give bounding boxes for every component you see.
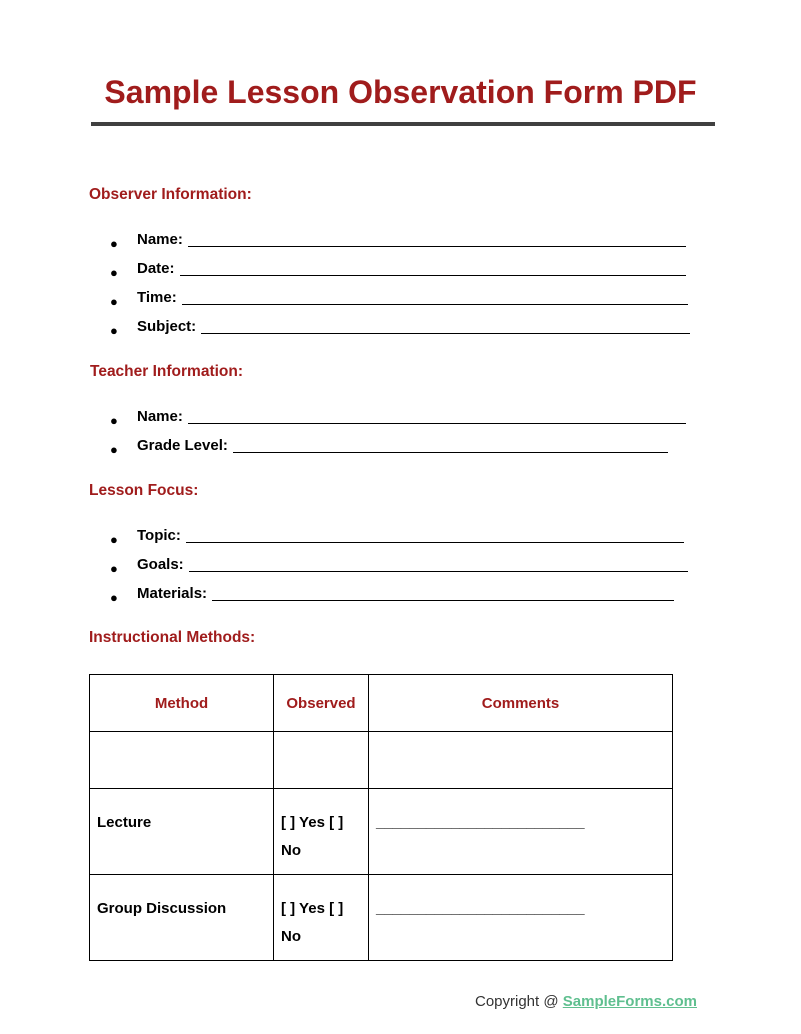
observed-cell[interactable]: [ ] Yes [ ] No	[274, 789, 369, 875]
comments-cell[interactable]: _________________________	[369, 875, 673, 961]
title-divider	[91, 122, 715, 126]
bullet-icon: ●	[110, 236, 118, 251]
teacher-name-field[interactable]	[188, 409, 686, 424]
list-item	[110, 280, 690, 309]
teacher-heading: Teacher Information:	[90, 363, 244, 380]
teacher-list	[110, 399, 686, 457]
methods-heading: Instructional Methods:	[89, 629, 256, 646]
table-header-row	[90, 675, 673, 732]
comments-cell[interactable]	[369, 732, 673, 789]
list-item	[110, 547, 688, 576]
method-cell[interactable]	[90, 732, 274, 789]
subject-field[interactable]	[201, 319, 690, 334]
column-header-observed: Observed	[274, 675, 369, 732]
time-field[interactable]	[182, 290, 688, 305]
bullet-icon: ●	[110, 413, 118, 428]
footer	[475, 993, 697, 1010]
list-item	[110, 518, 688, 547]
field-label: Name:	[137, 408, 183, 425]
table-row	[90, 875, 673, 961]
field-label: Grade Level:	[137, 437, 228, 454]
lesson-heading: Lesson Focus:	[89, 482, 199, 499]
field-label: Materials:	[137, 585, 208, 602]
column-header-method: Method	[90, 675, 274, 732]
topic-field[interactable]	[186, 528, 684, 543]
lesson-list	[110, 518, 688, 605]
sampleforms-link[interactable]: SampleForms.com	[562, 993, 697, 1010]
bullet-icon: ●	[110, 265, 118, 280]
observed-cell[interactable]: [ ] Yes [ ] No	[274, 875, 369, 961]
list-item	[110, 399, 686, 428]
bullet-icon: ●	[110, 532, 118, 547]
bullet-icon: ●	[110, 323, 118, 338]
bullet-icon: ●	[110, 561, 118, 576]
list-item	[110, 251, 690, 280]
page-title: Sample Lesson Observation Form PDF	[104, 74, 697, 110]
bullet-icon: ●	[110, 294, 118, 309]
observer-heading: Observer Information:	[89, 186, 252, 203]
list-item	[110, 576, 688, 605]
table-row	[90, 732, 673, 789]
method-cell: Lecture	[90, 789, 274, 875]
comments-cell[interactable]: _________________________	[369, 789, 673, 875]
bullet-icon: ●	[110, 442, 118, 457]
grade-level-field[interactable]	[233, 438, 668, 453]
list-item	[110, 309, 690, 338]
method-cell: Group Discussion	[90, 875, 274, 961]
field-label: Name:	[137, 231, 183, 248]
date-field[interactable]	[180, 261, 686, 276]
copyright-text: Copyright @	[475, 993, 563, 1010]
field-label: Subject:	[137, 318, 197, 335]
list-item	[110, 222, 690, 251]
list-item	[110, 428, 686, 457]
observed-cell[interactable]	[274, 732, 369, 789]
goals-field[interactable]	[189, 557, 688, 572]
observer-list	[110, 222, 690, 338]
methods-table	[89, 674, 673, 961]
materials-field[interactable]	[212, 586, 674, 601]
field-label: Topic:	[137, 527, 181, 544]
column-header-comments: Comments	[369, 675, 673, 732]
field-label: Goals:	[137, 556, 184, 573]
field-label: Time:	[137, 289, 177, 306]
table-row	[90, 789, 673, 875]
name-field[interactable]	[188, 232, 686, 247]
bullet-icon: ●	[110, 590, 118, 605]
field-label: Date:	[137, 260, 175, 277]
